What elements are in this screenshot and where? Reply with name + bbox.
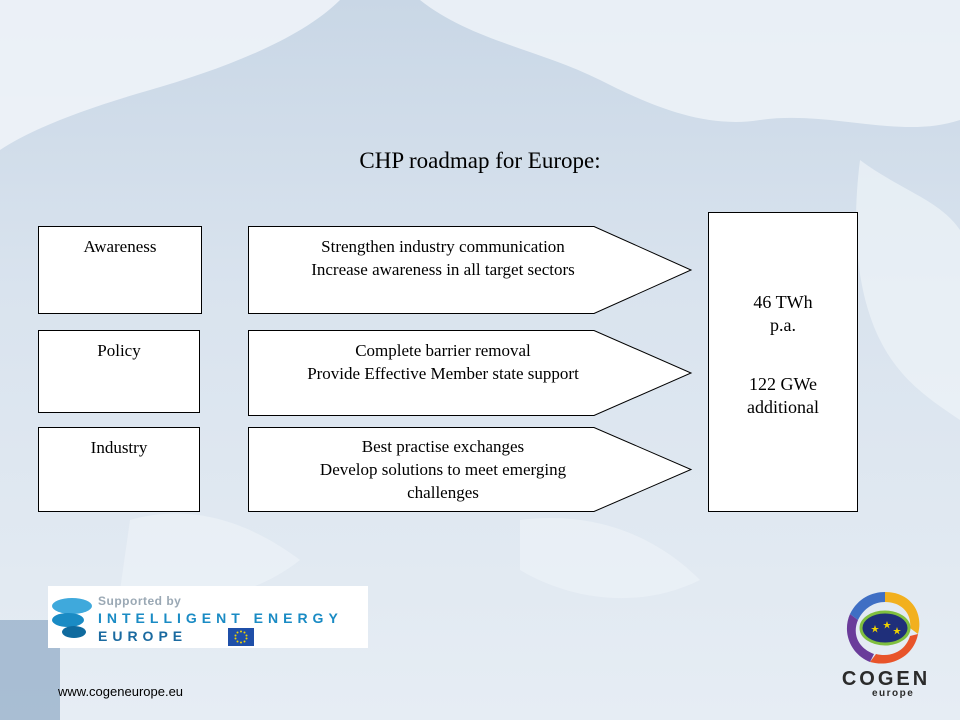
result-energy: 46 TWh xyxy=(753,292,813,312)
cogen-logo-sub: europe xyxy=(872,688,915,699)
cogen-logo-name: COGEN xyxy=(841,668,931,690)
action-line: Complete barrier removal xyxy=(355,341,531,360)
action-line: Provide Effective Member state support xyxy=(307,364,579,383)
category-box-awareness xyxy=(38,226,202,314)
cogen-swirl-icon xyxy=(840,584,930,674)
category-box-policy xyxy=(38,330,200,413)
result-box xyxy=(708,212,858,512)
iee-supported-by: Supported by xyxy=(98,594,182,608)
iee-swirl-icon xyxy=(48,586,96,648)
action-line: Best practise exchanges xyxy=(361,437,525,456)
website-url[interactable]: www.cogeneurope.eu xyxy=(58,684,184,699)
action-arrow-policy xyxy=(248,330,693,416)
intelligent-energy-europe-logo xyxy=(48,586,368,648)
iee-line2: EUROPE xyxy=(98,628,188,644)
action-line: challenges xyxy=(407,483,479,502)
result-energy-unit: p.a. xyxy=(770,315,796,335)
action-arrow-industry xyxy=(248,427,693,512)
category-label: Policy xyxy=(97,341,141,360)
result-capacity-unit: additional xyxy=(747,397,819,417)
action-line: Increase awareness in all target sectors xyxy=(311,260,575,279)
result-capacity: 122 GWe xyxy=(748,374,818,394)
category-box-industry xyxy=(38,427,200,512)
diagram-title: CHP roadmap for Europe: xyxy=(359,148,601,173)
category-label: Industry xyxy=(90,438,148,457)
iee-line1: INTELLIGENT ENERGY xyxy=(98,610,343,626)
action-arrow-awareness xyxy=(248,226,693,314)
eu-flag-icon xyxy=(228,628,254,646)
action-line: Strengthen industry communication xyxy=(321,237,565,256)
category-label: Awareness xyxy=(83,237,157,256)
action-line: Develop solutions to meet emerging xyxy=(319,460,567,479)
